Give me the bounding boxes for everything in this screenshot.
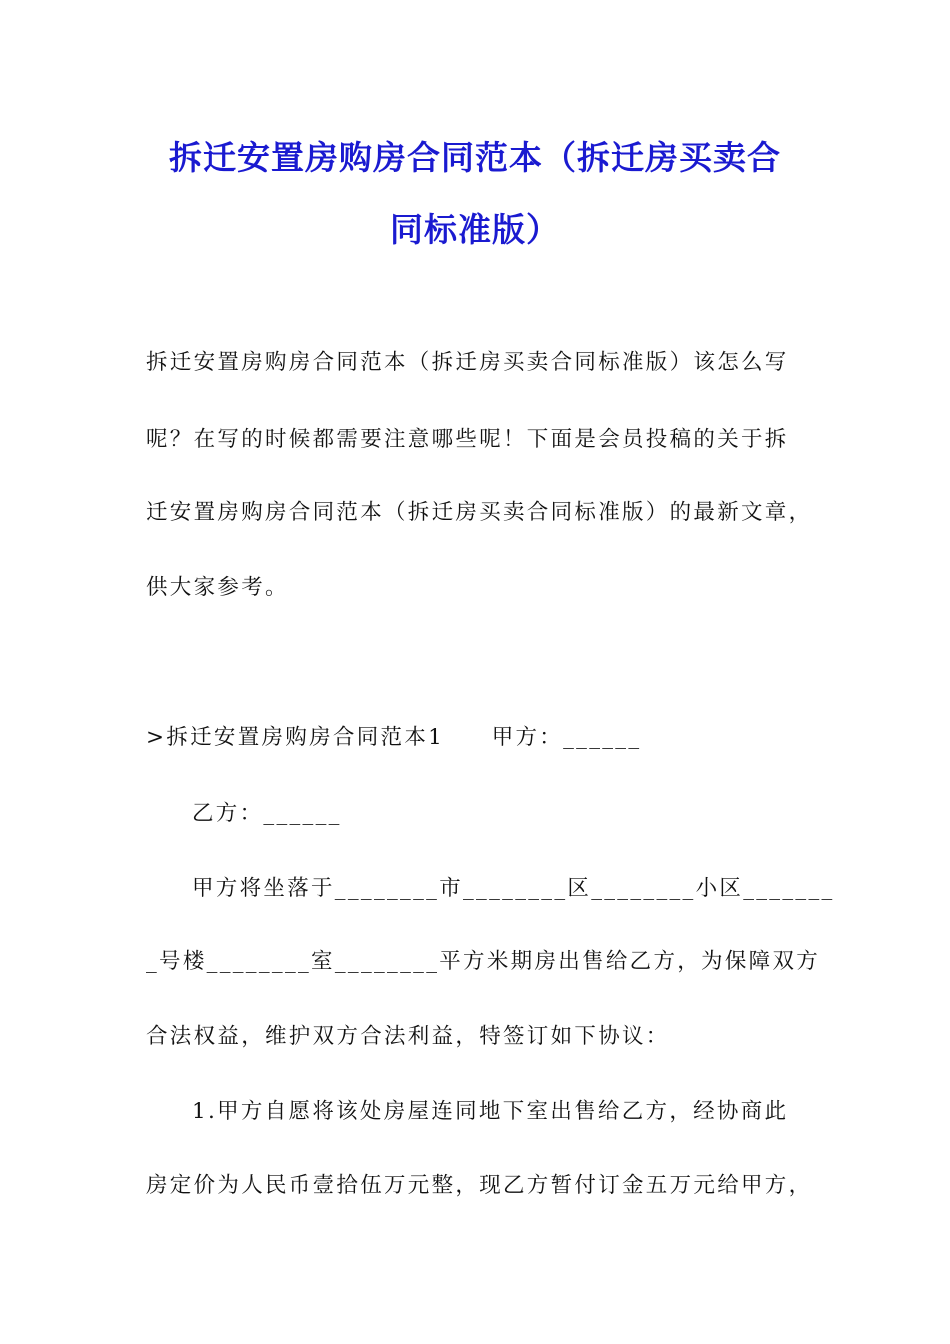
intro-line-4: 供大家参考。: [146, 575, 289, 600]
party-b-line: 乙方：______: [192, 801, 342, 826]
clause-intro-line-2: _号楼________室________平方米期房出售给乙方，为保障双方: [146, 949, 821, 974]
section-heading: >拆迁安置房购房合同范本1 甲方：______: [146, 725, 642, 750]
clause-intro-line-1: 甲方将坐落于________市________区________小区_______: [192, 876, 835, 901]
document-title-line-2: 同标准版）: [390, 210, 560, 249]
intro-line-1: 拆迁安置房购房合同范本（拆迁房买卖合同标准版）该怎么写: [146, 350, 789, 375]
intro-line-2: 呢？在写的时候都需要注意哪些呢！下面是会员投稿的关于拆: [146, 427, 789, 452]
clause-1-line-1: 1.甲方自愿将该处房屋连同地下室出售给乙方，经协商此: [192, 1099, 789, 1124]
clause-intro-line-3: 合法权益，维护双方合法利益，特签订如下协议：: [146, 1024, 670, 1049]
intro-line-3: 迁安置房购房合同范本（拆迁房买卖合同标准版）的最新文章，: [146, 500, 813, 525]
clause-1-line-2: 房定价为人民币壹拾伍万元整，现乙方暂付订金五万元给甲方，: [146, 1173, 813, 1198]
document-title-line-1: 拆迁安置房购房合同范本（拆迁房买卖合: [169, 138, 781, 177]
